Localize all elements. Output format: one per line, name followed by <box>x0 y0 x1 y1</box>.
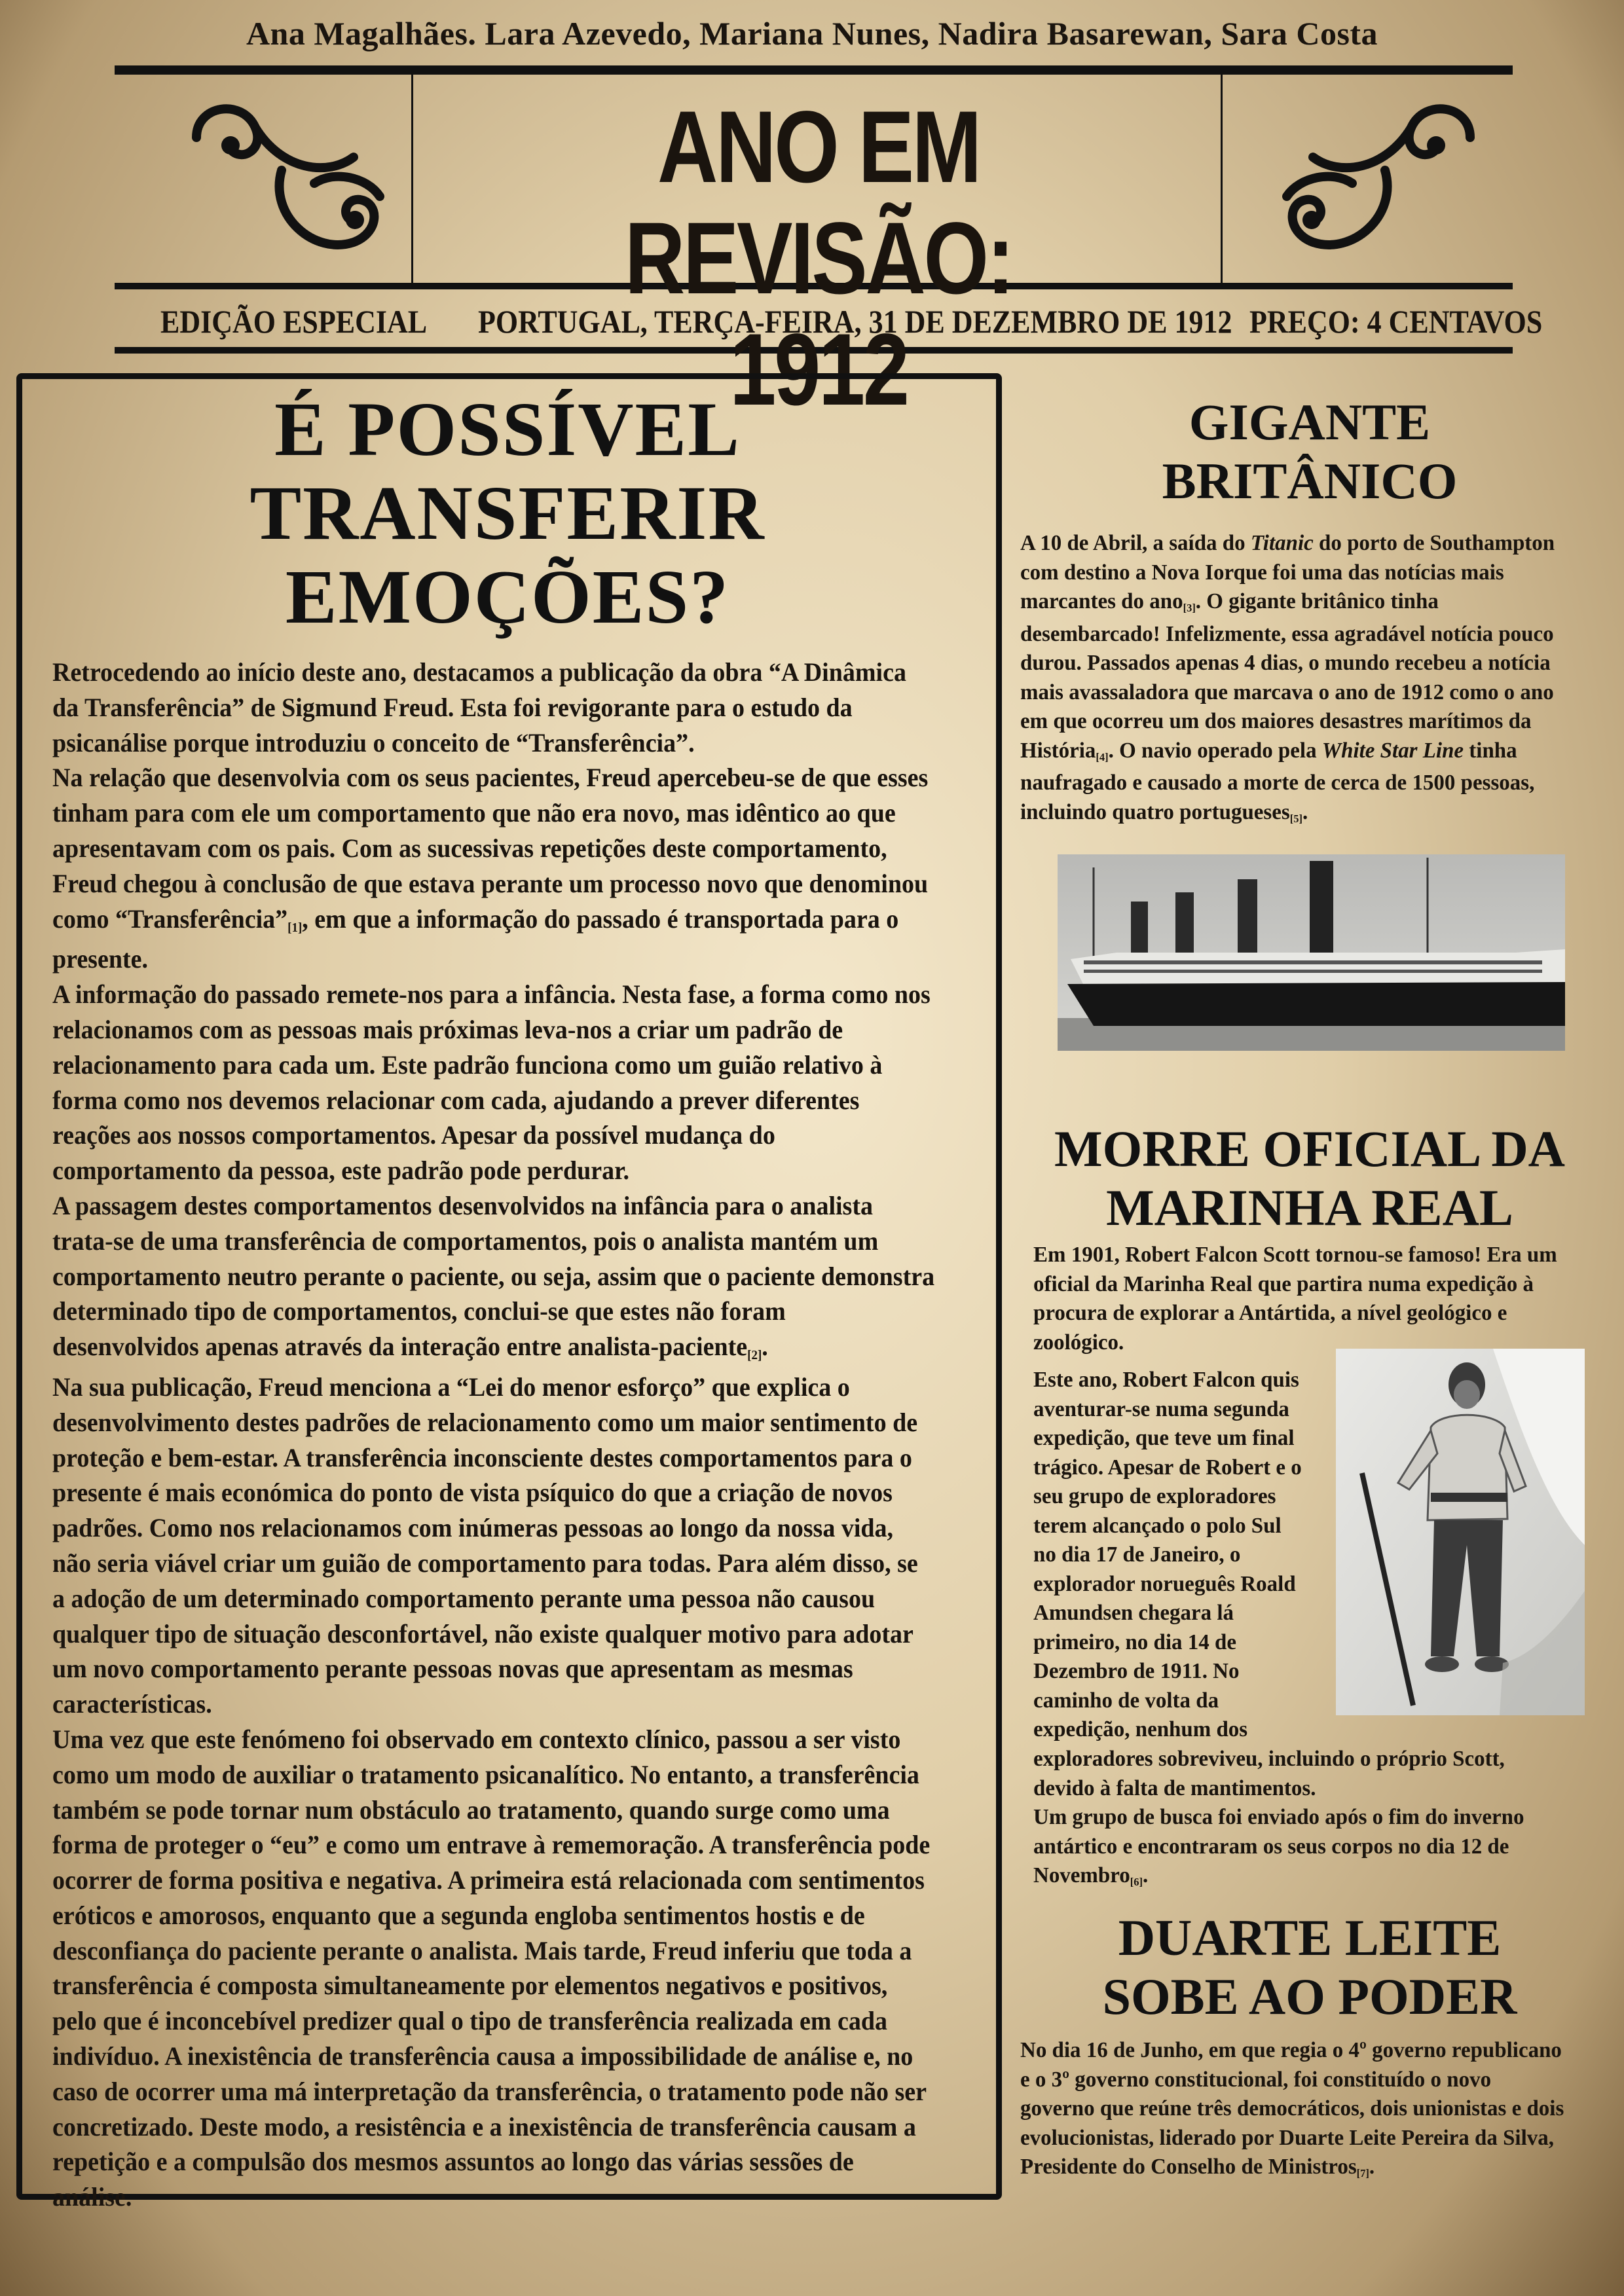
article-paragraph: A informação do passado remete-nos para a infância. Nesta fase, a forma como nos relacionamos com as pessoas mais próximas leva-nos a criar um padrão de relacionamento para cada um. Este padrão funciona como um guião relativo à forma como nos devemos relacionar com cada, ajudando a prever diferentes reações aos nossos comportamentos. Apesar da possível mudança do comportamento da pessoa, este padrão pode perdurar. <box>52 979 931 1186</box>
title-line-1: ANO EM REVISÃO: <box>624 90 1013 316</box>
main-headline-line: TRANSFERIR <box>249 470 766 556</box>
scott-photo <box>1336 1349 1585 1715</box>
price-label: PREÇO: 4 CENTAVOS <box>1249 303 1543 340</box>
main-headline-line: É POSSÍVEL <box>274 386 741 472</box>
article-paragraph: Retrocedendo ao início deste ano, destacamos a publicação da obra “A Dinâmica da Transferência” de Sigmund Freud. Esta foi revigorante para o estudo da psicanálise porque introduziu o conceito de “Transferência”. <box>52 657 906 757</box>
reference-marker: [2] <box>747 1348 762 1363</box>
duarte-body: No dia 16 de Junho, em que regia o 4º governo republicano e o 3º governo constitucional, foi constituído o novo governo que reúne três democráticos, dois unionistas e dois evolucionistas, liderado por Duarte Leite Pereira da Silva, Presidente do Conselho de Ministros$_{[7]}$. <box>1020 2038 1564 2180</box>
article-paragraph: Na sua publicação, Freud menciona a “Lei do menor esforço” que explica o desenvolvimento destes padrões de relacionamento como um maior sentimento de proteção e bem-estar. A transferência inconsciente destes comportamentos para o presente é mais económica do ponto de vista psíquico do que a criação de novos padrões. Como nos relacionamos com inúmeras pessoas ao longo da nossa vida, não seria viável criar um guião de comportamento para todas. Para além disso, se a adoção de um determinado comportamento perante uma pessoa não causou qualquer tipo de situação desconfortável, não existe qualquer motivo para adotar um novo comportamento perante pessoas novas que apresentam as mesmas características. <box>52 1372 918 1719</box>
top-rule <box>115 65 1513 75</box>
ship-name: Titanic <box>1250 531 1314 555</box>
main-headline-line: EMOÇÕES? <box>285 554 730 640</box>
article-paragraph: Na relação que desenvolvia com os seus pacientes, Freud apercebeu-se de que esses tinham para com ele um comportamento que não era novo, mas idêntico ao que apresentavam com os pais. Com as sucessivas repetições deste comportamento, Freud chegou à conclusão de que estava perante um processo novo que denominou como “$Transferência”_{[1]}$, em que a informação do passado é transportada para o presente. <box>52 763 929 974</box>
article-paragraph: Uma vez que este fenómeno foi observado em contexto clínico, passou a ser visto como um modo de auxiliar o tratamento psicanalítico. No entanto, a transferência também se pode tornar num obstáculo ao tratamento, quando surge como uma forma de proteger o “eu” e como um entrave à rememoração. A transferência pode ocorrer de forma positiva e negativa. A primeira está relacionada com sentimentos eróticos e amorosos, enquanto que a segunda engloba sentimentos hostis e de desconfiança do paciente perante o analista. Mais tarde, Freud inferiu que toda a transferência é composta simultaneamente por elementos negativos e positivos, pelo que é inconcebível predizer qual o tipo de transferência realizada em cada indivíduo. A inexistência de transferência causa a impossibilidade de análise e, no caso de ocorrer uma má interpretação da transferência, o tratamento pode não ser concretizado. Deste modo, a resistência e a inexistência de transferência causam a repetição e a compulsão dos mesmos assuntos ao longo das várias sessões de análise. <box>52 1724 931 2212</box>
article-paragraph: A passagem destes comportamentos desenvolvidos na infância para o analista trata-se de uma transferência de comportamentos, pois o analista mantém um comportamento neutro perante o paciente, ou seja, assim que o paciente demonstra determinado tipo de comportamentos, conclui-se que estes não foram desenvolvidos apenas através da interação entre analista-paciente$_{[2]}$. <box>52 1190 935 1363</box>
duarte-headline: DUARTE LEITE SOBE AO PODER <box>1102 1909 1517 2025</box>
main-article-body <box>52 655 936 2215</box>
scott-body-narrow: Este ano, Robert Falcon quis aventurar-se numa segunda expedição, que teve um final trágico. Apesar de Robert e o seu grupo de exploradores terem alcançado o polo Sul no dia 17 de Janeiro, o explorador norueguês Roald Amundsen chegara lá primeiro, no dia 14 de Dezembro de 1911. No caminho de volta da expedição, nenhum dos <box>1033 1368 1302 1741</box>
main-headline <box>131 388 884 639</box>
shipping-line-name: White Star Line <box>1321 738 1464 763</box>
reference-marker: [6] <box>1130 1876 1143 1889</box>
title-line-2: 1912 <box>729 313 908 427</box>
flourish-ornament-left <box>183 92 399 268</box>
dateline: PORTUGAL, TERÇA-FEIRA, 31 DE DEZEMBRO DE 1912 <box>478 303 1232 340</box>
header-divider-right <box>1221 75 1223 285</box>
flourish-ornament-right <box>1267 92 1483 268</box>
reference-marker: [4] <box>1096 750 1109 763</box>
scott-body-wide: exploradores sobreviveu, incluindo o próprio Scott, devido à falta de mantimentos. Um grupo de busca foi enviado após o fim do inverno antártico e encontraram os seus corpos no dia 12 de Novembro$_{[6]}$. <box>1033 1747 1524 1889</box>
reference-marker: [1] <box>287 920 303 935</box>
edition-label: EDIÇÃO ESPECIAL <box>160 303 428 340</box>
scott-headline: MORRE OFICIAL DA MARINHA REAL <box>1054 1120 1566 1236</box>
scott-intro: Em 1901, Robert Falcon Scott tornou-se famoso! Era um oficial da Marinha Real que partira numa expedição à procura de explorar a Antártida, a nível geológico e zoológico. <box>1033 1243 1557 1355</box>
reference-marker: [3] <box>1183 602 1196 615</box>
titanic-headline: GIGANTE BRITÂNICO <box>1162 393 1458 509</box>
titanic-photo <box>1058 854 1565 1051</box>
reference-marker: [7] <box>1356 2167 1369 2180</box>
authors-line: Ana Magalhães. Lara Azevedo, Mariana Nunes, Nadira Basarewan, Sara Costa <box>246 15 1378 52</box>
header-divider-left <box>411 75 413 285</box>
titanic-body: A 10 de Abril, a saída do Titanic do porto de Southampton com destino a Nova Iorque foi uma das notícias mais marcantes do ano$_{[3]}$. O gigante britânico tinha desembarcado! Infelizmente, essa agradável notícia pouco durou. Passados apenas 4 dias, o mundo recebeu a notícia mais avassaladora que marcava o ano de 1912 como o ano em que ocorreu um dos maiores desastres marítimos da História$_{[4]}$. O navio operado pela White Star Line tinha naufragado e causado a morte de cerca de 1500 pessoas, incluindo quatro portugueses$_{[5]}$. <box>1020 531 1555 825</box>
reference-marker: [5] <box>1289 812 1302 825</box>
